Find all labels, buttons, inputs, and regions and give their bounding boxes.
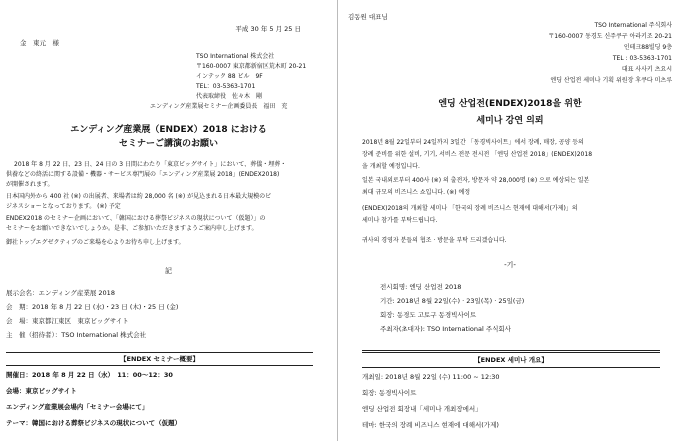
detail-line: 展示会名：エンディング産業展 2018	[6, 289, 115, 297]
detail-line: 会 場：東京都江東区 東京ビッグサイト	[6, 317, 129, 325]
seminar-line: 개최일: 2018년 8월 22일 (수) 11:00 ~ 12:30	[362, 373, 500, 381]
body-line: ENDEX2018 のセミナー企画において、「韓国における葬祭ビジネスの現状について（仮題）」の	[6, 215, 266, 222]
detail-line: 기간: 2018년 8월 22일(수) · 23일(목) · 25일(금)	[380, 297, 525, 305]
detail-line: 전시회명: 엔딩 산업전 2018	[380, 283, 462, 291]
body-line: (ENDEX)2018의 개최할 세미나 「한국의 장례 비즈니스 현재에 대해서(가제)」의	[362, 205, 578, 212]
sender-line: 〒160-0007 동경도 신주쿠구 아라키조 20-21	[548, 33, 672, 40]
letter-title-line1: エンディング産業展（ENDEX）2018 における	[70, 125, 267, 135]
sender-line: 엔딩 산업전 세미나 기획 위원장 후쿠다 미츠루	[550, 77, 672, 84]
body-line: 일본 국내외로부터 400사 (※) 의 출전자, 방문자 약 28,000명 (※) 으로 예상되는 일본	[362, 177, 590, 184]
ki-heading: 記	[165, 267, 172, 275]
body-line: 장례 준비를 위한 설비, 기기, 서비스 전문 전시전 「엔딩 산업전 2018」(ENDEX)2018	[362, 151, 593, 158]
seminar-line: テーマ：韓国における葬祭ビジネスの現状について（仮題）	[6, 419, 182, 427]
seminar-line: 開催日：2018 年 8 月 22 日（水） 11：00～12：30	[6, 371, 173, 379]
seminar-line: 会場：東京ビッグサイト	[6, 387, 77, 395]
body-line: 2018 年 8 月 22 日、23 日、24 日の 3 日間にわたり「東京ビッグサイト」において、葬儀・埋葬・	[14, 161, 287, 168]
detail-line: 主 催（招待者）：TSO International 株式会社	[6, 331, 147, 339]
sender-line: TSO International 주식회사	[594, 22, 672, 29]
addressee: 김동원 대표님	[348, 13, 388, 21]
seminar-header: 【ENDEX 세미나 개요】	[474, 356, 548, 364]
body-line: 供養などの終活に関する設備・機器・サービス専門展の「エンディング産業展 2018」(ENDEX2018)	[6, 171, 280, 178]
body-line: 귀사의 경영자 분들의 협조 · 방문을 부탁 드리겠습니다.	[362, 237, 507, 244]
sender-line: インテック 88 ビル 9F	[196, 73, 263, 80]
body-line: セミナーをお願いできないでしょうか。是非、ご参加いただきますようご案内申し上げます。	[6, 225, 258, 232]
sender-line: TEL : 03-5363-1701	[612, 55, 672, 62]
body-line: 세미나 참가를 부탁드립니다.	[362, 217, 438, 224]
body-line: ジネスショーとなっております。 (※) 予定	[6, 203, 121, 210]
body-line: 2018년 8월 22일부터 24일까지 3일간 「동경빅사이트」에서 장례, 매장, 공양 등의	[362, 139, 584, 146]
seminar-header-box	[6, 352, 313, 366]
seminar-header: 【ENDEX セミナー概要】	[120, 355, 199, 363]
detail-line: 회장: 동경도 고토구 동경빅사이트	[380, 311, 477, 319]
detail-line: 주최자(초대자): TSO International 주식회사	[380, 325, 511, 333]
body-line: が開催されます。	[6, 181, 54, 188]
body-line: 을 개최할 예정입니다.	[362, 163, 420, 170]
letter-title-line2: セミナーご講演のお願い	[118, 139, 218, 149]
ki-heading: -기-	[504, 261, 516, 269]
sender-line: 代表取締役 佐々木 剛	[196, 93, 263, 100]
sender-line: 인테크88빌딩 9층	[623, 44, 672, 51]
seminar-header-box	[362, 350, 660, 368]
letter-title-line1: 엔딩 산업전(ENDEX)2018을 위한	[438, 99, 582, 109]
seminar-line: 테마: 한국의 장례 비즈니스 현재에 대해서(가제)	[362, 421, 499, 429]
body-line: 日本国内外から 400 社 (※) の出展者、来場者は約 28,000 名 (※) が見込まれる日本最大規模のビ	[6, 193, 272, 200]
sender-line: TSO International 株式会社	[196, 53, 275, 60]
detail-line: 会 期：2018 年 8 月 22 日 (水)・23 日 (木)・25 日 (金)	[6, 303, 179, 311]
korean-letter-page	[340, 0, 680, 441]
seminar-line: 엔딩 산업전 회장내「세미나 개최장에서」	[362, 405, 482, 413]
seminar-line: 회장: 동경빅사이트	[362, 389, 417, 397]
sender-line: TEL：03-5363-1701	[196, 83, 256, 90]
seminar-line: エンディング産業展会場内「セミナー会場にて」	[6, 403, 149, 411]
japanese-letter-page	[0, 0, 338, 441]
sender-line: エンディング産業展セミナー企画委員長 福田 充	[150, 103, 288, 110]
letter-title-line2: 세미나 강연 의뢰	[476, 116, 544, 126]
body-line: 최대 규모의 비즈니스 쇼입니다. (※) 예정	[362, 189, 471, 196]
addressee: 金 東元 様	[20, 39, 59, 47]
sender-line: 대표 사사키 츠요시	[621, 66, 672, 73]
letter-date: 平成 30 年 5 月 25 日	[235, 25, 301, 33]
sender-line: 〒160-0007 東京都新宿区荒木町 20-21	[196, 63, 307, 70]
body-line: 御社トップエグゼクティブのご来場を心よりお待ち申し上げます。	[6, 239, 185, 246]
